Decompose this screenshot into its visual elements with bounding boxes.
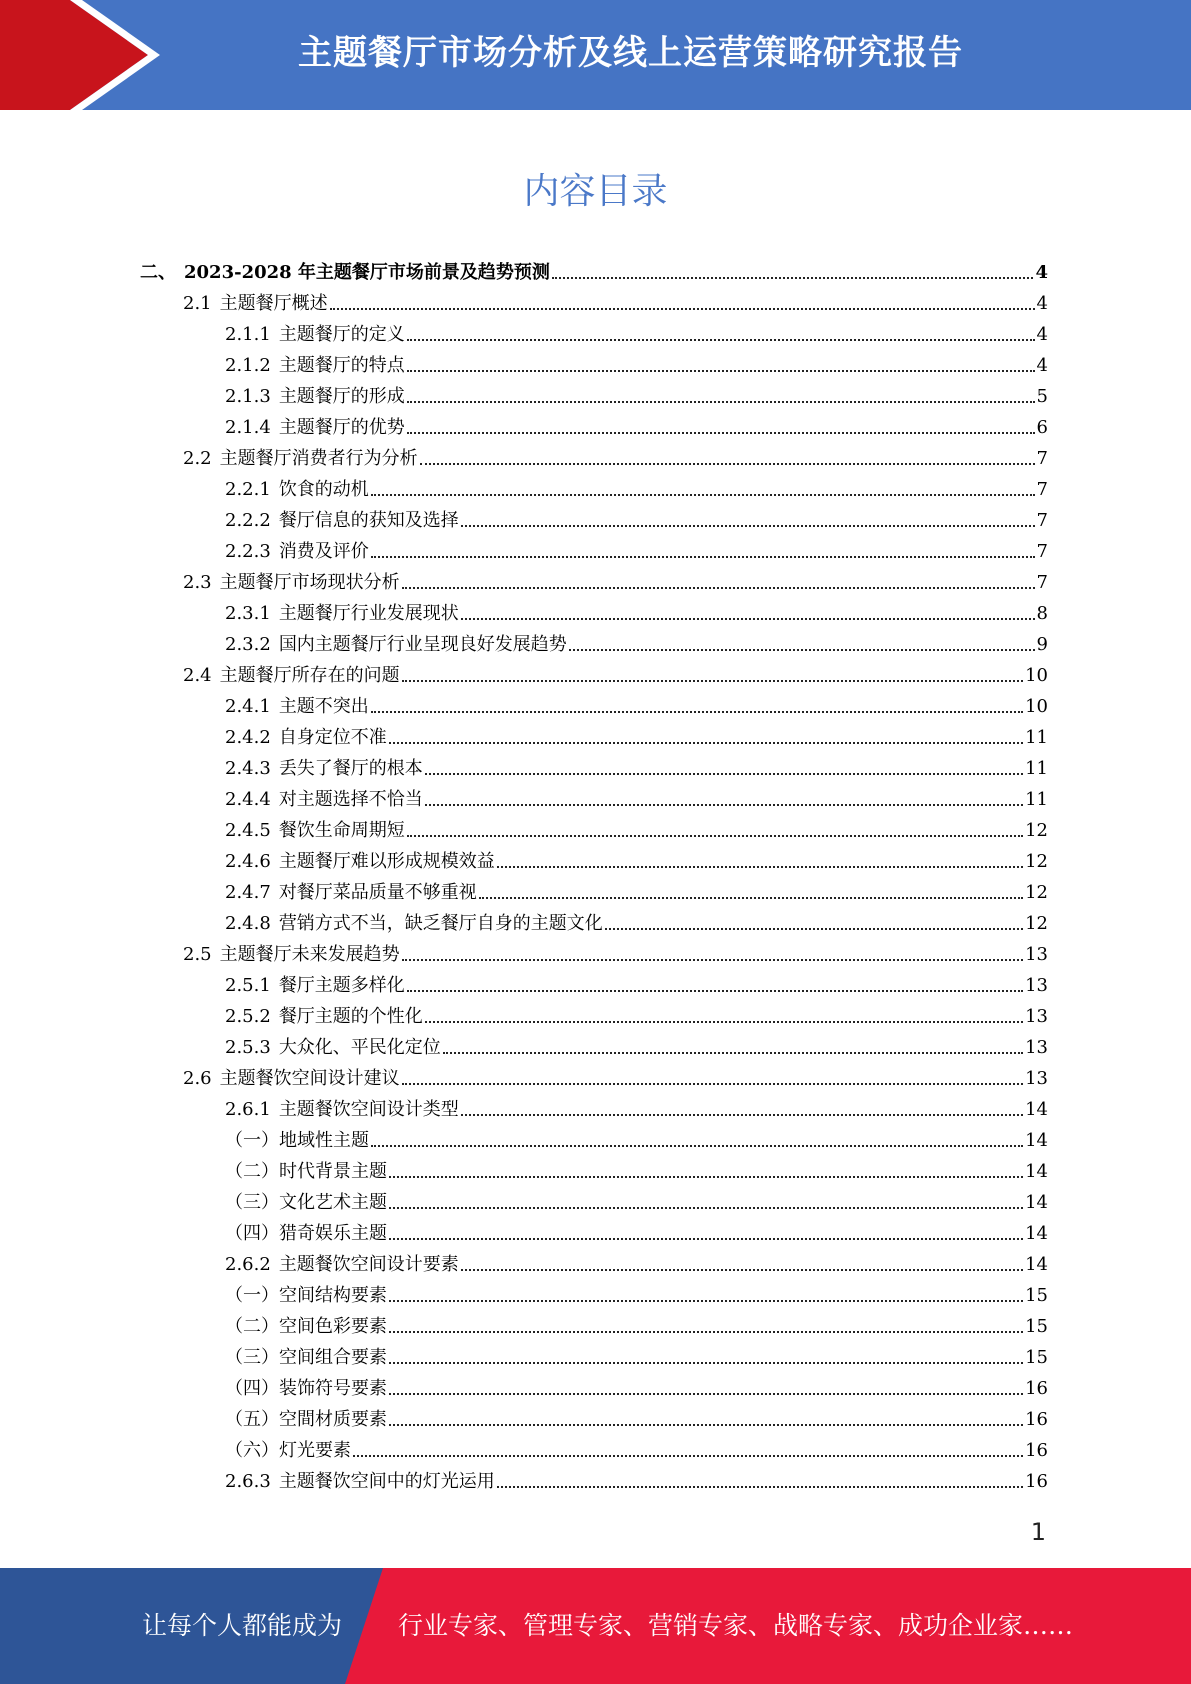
toc-dot-leader bbox=[461, 1113, 1023, 1116]
toc-dot-leader bbox=[353, 1454, 1023, 1457]
toc-entry[interactable] bbox=[225, 749, 1048, 780]
toc-entry-number: 2.5.3 bbox=[225, 1037, 271, 1058]
toc-entry-title: 餐厅信息的获知及选择 bbox=[278, 510, 459, 531]
toc-entry-title: 主题餐厅概述 bbox=[219, 293, 328, 314]
toc-entry-number: 2.1.2 bbox=[225, 355, 271, 376]
toc-entry-number: 2.1 bbox=[183, 293, 212, 314]
toc-entry-number: 2.3 bbox=[183, 572, 212, 593]
toc-entry[interactable] bbox=[225, 1090, 1048, 1121]
toc-entry-title: 主题餐厅行业发展现状 bbox=[278, 603, 459, 624]
toc-entry-number: 2.2.3 bbox=[225, 541, 271, 562]
toc-entry[interactable] bbox=[225, 1121, 1048, 1152]
toc-entry-title: （三）文化艺术主题 bbox=[225, 1192, 387, 1213]
toc-entry-title: 主题不突出 bbox=[278, 696, 369, 717]
toc-entry-page: 15 bbox=[1025, 1316, 1048, 1337]
toc-dot-leader bbox=[420, 462, 1035, 465]
toc-dot-leader bbox=[407, 400, 1035, 403]
toc-entry[interactable] bbox=[225, 377, 1048, 408]
toc-entry-number: 2.1.1 bbox=[225, 324, 271, 345]
toc-entry-page: 14 bbox=[1025, 1130, 1048, 1151]
toc-entry-title: 主题餐饮空间设计建议 bbox=[219, 1068, 400, 1089]
toc-entry[interactable] bbox=[225, 501, 1048, 532]
footer-slogan-right: 行业专家、管理专家、营销专家、战略专家、成功企业家…… bbox=[398, 1611, 1074, 1640]
toc-dot-leader bbox=[407, 834, 1023, 837]
toc-entry-title: 主题餐厅未来发展趋势 bbox=[219, 944, 400, 965]
toc-dot-leader bbox=[569, 648, 1035, 651]
toc-dot-leader bbox=[389, 741, 1023, 744]
toc-dot-leader bbox=[330, 307, 1035, 310]
toc-entry-page: 4 bbox=[1036, 355, 1048, 376]
toc-entry-number: 2.1.4 bbox=[225, 417, 271, 438]
toc-entry[interactable] bbox=[225, 1307, 1048, 1338]
toc-entry[interactable] bbox=[225, 315, 1048, 346]
toc-entry-page: 16 bbox=[1025, 1409, 1048, 1430]
toc-entry-page: 11 bbox=[1025, 727, 1048, 748]
toc-entry[interactable] bbox=[225, 687, 1048, 718]
toc-entry-page: 13 bbox=[1025, 975, 1048, 996]
toc-entry-title: 主题餐厅市场现状分析 bbox=[219, 572, 400, 593]
toc-entry-page: 13 bbox=[1025, 1006, 1048, 1027]
toc-entry-title: （一）空间结构要素 bbox=[225, 1285, 387, 1306]
toc-entry-title: 主题餐厅所存在的问题 bbox=[219, 665, 400, 686]
toc-entry-title: 消费及评价 bbox=[278, 541, 369, 562]
toc-entry-page: 14 bbox=[1025, 1099, 1048, 1120]
toc-dot-leader bbox=[425, 772, 1023, 775]
toc-entry-number: 2.2.2 bbox=[225, 510, 271, 531]
toc-dot-leader bbox=[389, 1299, 1023, 1302]
toc-entry[interactable] bbox=[225, 1338, 1048, 1369]
toc-entry-page: 12 bbox=[1025, 913, 1048, 934]
toc-entry[interactable] bbox=[225, 1214, 1048, 1245]
toc-entry-number: 2.5.1 bbox=[225, 975, 271, 996]
toc-entry[interactable] bbox=[183, 1059, 1048, 1090]
toc-dot-leader bbox=[479, 896, 1023, 899]
toc-entry-number: 2.6.1 bbox=[225, 1099, 271, 1120]
toc-entry-number: 2.4.4 bbox=[225, 789, 271, 810]
toc-entry[interactable] bbox=[225, 625, 1048, 656]
toc-dot-leader bbox=[461, 524, 1035, 527]
toc-entry[interactable] bbox=[225, 904, 1048, 935]
toc-entry-title: 营销方式不当，缺乏餐厅自身的主题文化 bbox=[278, 913, 603, 934]
toc-entry-title: 餐厅主题多样化 bbox=[278, 975, 405, 996]
toc-entry[interactable] bbox=[225, 1369, 1048, 1400]
toc-entry[interactable] bbox=[225, 780, 1048, 811]
toc-entry-page: 7 bbox=[1036, 541, 1048, 562]
toc-entry-title: 餐饮生命周期短 bbox=[278, 820, 405, 841]
toc-dot-leader bbox=[425, 1020, 1023, 1023]
footer-slogan-left: 让每个人都能成为 bbox=[142, 1611, 343, 1640]
toc-entry[interactable] bbox=[225, 470, 1048, 501]
toc-entry[interactable] bbox=[183, 284, 1048, 315]
toc-entry[interactable] bbox=[225, 966, 1048, 997]
toc-entry-number: 2.5 bbox=[183, 944, 212, 965]
toc-entry-page: 4 bbox=[1035, 262, 1048, 283]
toc-entry-title: （一）地域性主题 bbox=[225, 1130, 369, 1151]
toc-entry-title: （四）猎奇娱乐主题 bbox=[225, 1223, 387, 1244]
page-number: 1 bbox=[1030, 1518, 1046, 1546]
toc-entry-page: 7 bbox=[1036, 510, 1048, 531]
toc-entry[interactable] bbox=[225, 594, 1048, 625]
toc-entry-number: 二、 bbox=[140, 262, 176, 283]
toc-entry-title: （六）灯光要素 bbox=[225, 1440, 351, 1461]
toc-dot-leader bbox=[389, 1206, 1023, 1209]
toc-entry-title: 对主题选择不恰当 bbox=[278, 789, 423, 810]
toc-entry-page: 9 bbox=[1036, 634, 1048, 655]
toc-entry-number: 2.6 bbox=[183, 1068, 212, 1089]
toc-entry[interactable] bbox=[225, 997, 1048, 1028]
toc-entry-page: 16 bbox=[1025, 1440, 1048, 1461]
toc-entry-page: 15 bbox=[1025, 1347, 1048, 1368]
toc-entry-number: 2.5.2 bbox=[225, 1006, 271, 1027]
toc-entry-page: 7 bbox=[1036, 448, 1048, 469]
toc-dot-leader bbox=[371, 493, 1035, 496]
toc-entry[interactable] bbox=[140, 253, 1048, 284]
toc-entry-page: 15 bbox=[1025, 1285, 1048, 1306]
toc-entry-number: 2.4.3 bbox=[225, 758, 271, 779]
toc-entry-number: 2.2 bbox=[183, 448, 212, 469]
toc-entry[interactable] bbox=[225, 532, 1048, 563]
toc-dot-leader bbox=[389, 1330, 1023, 1333]
toc-dot-leader bbox=[407, 989, 1023, 992]
toc-dot-leader bbox=[371, 710, 1023, 713]
toc-entry-title: （二）空间色彩要素 bbox=[225, 1316, 387, 1337]
toc-entry-number: 2.4.2 bbox=[225, 727, 271, 748]
toc-entry-page: 8 bbox=[1036, 603, 1048, 624]
toc-entry-title: （二）时代背景主题 bbox=[225, 1161, 387, 1182]
toc-entry-page: 4 bbox=[1036, 324, 1048, 345]
toc-entry-number: 2.4.1 bbox=[225, 696, 271, 717]
toc-dot-leader bbox=[402, 679, 1023, 682]
toc-dot-leader bbox=[407, 431, 1035, 434]
toc-entry-page: 4 bbox=[1036, 293, 1048, 314]
toc-entry-number: 2.6.2 bbox=[225, 1254, 271, 1275]
toc-entry-page: 11 bbox=[1025, 789, 1048, 810]
toc-entry-title: 主题餐厅消费者行为分析 bbox=[219, 448, 418, 469]
toc-entry-page: 14 bbox=[1025, 1161, 1048, 1182]
toc-entry-page: 7 bbox=[1036, 572, 1048, 593]
toc-entry[interactable] bbox=[225, 1245, 1048, 1276]
toc-entry-page: 10 bbox=[1025, 696, 1048, 717]
toc-entry-page: 10 bbox=[1025, 665, 1048, 686]
toc-dot-leader bbox=[443, 1051, 1023, 1054]
toc-entry[interactable] bbox=[225, 1276, 1048, 1307]
toc-entry-number: 2.6.3 bbox=[225, 1471, 271, 1492]
toc-entry-title: 饮食的动机 bbox=[278, 479, 369, 500]
toc-dot-leader bbox=[389, 1237, 1023, 1240]
toc-entry[interactable] bbox=[183, 439, 1048, 470]
toc-dot-leader bbox=[402, 958, 1023, 961]
toc-entry-number: 2.4 bbox=[183, 665, 212, 686]
toc-dot-leader bbox=[389, 1361, 1023, 1364]
toc-entry[interactable] bbox=[225, 1431, 1048, 1462]
report-title: 主题餐厅市场分析及线上运营策略研究报告 bbox=[298, 33, 963, 73]
toc-entry-page: 12 bbox=[1025, 882, 1048, 903]
toc-dot-leader bbox=[389, 1392, 1023, 1395]
toc-entry-title: （四）装饰符号要素 bbox=[225, 1378, 387, 1399]
toc-entry-page: 12 bbox=[1025, 851, 1048, 872]
toc-entry-title: 主题餐厅的定义 bbox=[278, 324, 405, 345]
toc-entry-page: 16 bbox=[1025, 1471, 1048, 1492]
toc-entry[interactable] bbox=[183, 656, 1048, 687]
toc-entry-page: 7 bbox=[1036, 479, 1048, 500]
toc-entry-page: 12 bbox=[1025, 820, 1048, 841]
toc-entry-number: 2.4.8 bbox=[225, 913, 271, 934]
toc-entry[interactable] bbox=[225, 408, 1048, 439]
toc-entry-number: 2.3.2 bbox=[225, 634, 271, 655]
toc-entry-page: 5 bbox=[1036, 386, 1048, 407]
toc-entry-title: 主题餐厅的特点 bbox=[278, 355, 405, 376]
toc-entry-page: 6 bbox=[1036, 417, 1048, 438]
toc-entry-title: 主题餐厅的形成 bbox=[278, 386, 405, 407]
toc-dot-leader bbox=[461, 1268, 1023, 1271]
toc-entry-page: 13 bbox=[1025, 944, 1048, 965]
toc-entry[interactable] bbox=[225, 1400, 1048, 1431]
toc-entry-title: 主题餐饮空间设计类型 bbox=[278, 1099, 459, 1120]
toc-entry-title: 丢失了餐厅的根本 bbox=[278, 758, 423, 779]
toc-dot-leader bbox=[371, 1144, 1023, 1147]
toc-dot-leader bbox=[407, 369, 1035, 372]
toc-entry[interactable] bbox=[225, 1152, 1048, 1183]
toc-dot-leader bbox=[389, 1423, 1023, 1426]
toc-dot-leader bbox=[389, 1175, 1023, 1178]
toc-dot-leader bbox=[402, 586, 1035, 589]
toc-dot-leader bbox=[425, 803, 1023, 806]
toc-entry-title: （五）空間材质要素 bbox=[225, 1409, 387, 1430]
header-banner bbox=[0, 0, 1191, 110]
toc-entry-page: 16 bbox=[1025, 1378, 1048, 1399]
toc-entry[interactable] bbox=[183, 563, 1048, 594]
toc-entry-page: 14 bbox=[1025, 1254, 1048, 1275]
toc-entry[interactable] bbox=[225, 1462, 1048, 1493]
toc-entry-title: 2023-2028 年主题餐厅市场前景及趋势预测 bbox=[184, 262, 550, 283]
toc-entry-title: 主题餐厅的优势 bbox=[278, 417, 405, 438]
toc-entry-title: 主题餐饮空间中的灯光运用 bbox=[278, 1471, 495, 1492]
toc-dot-leader bbox=[552, 276, 1034, 279]
toc-dot-leader bbox=[497, 1485, 1023, 1488]
toc-entry[interactable] bbox=[225, 1028, 1048, 1059]
toc-entry-title: 主题餐厅难以形成规模效益 bbox=[278, 851, 495, 872]
toc-dot-leader bbox=[605, 927, 1023, 930]
toc-entry-number: 2.4.6 bbox=[225, 851, 271, 872]
toc-entry-page: 14 bbox=[1025, 1223, 1048, 1244]
toc-entry[interactable] bbox=[225, 873, 1048, 904]
toc-entry-title: 餐厅主题的个性化 bbox=[278, 1006, 423, 1027]
toc-dot-leader bbox=[371, 555, 1035, 558]
toc-entry-title: 自身定位不准 bbox=[278, 727, 387, 748]
toc-dot-leader bbox=[407, 338, 1035, 341]
toc-heading: 内容目录 bbox=[523, 171, 668, 212]
toc-entry-title: （三）空间组合要素 bbox=[225, 1347, 387, 1368]
toc-entry[interactable] bbox=[183, 935, 1048, 966]
toc-dot-leader bbox=[497, 865, 1023, 868]
toc-entry[interactable] bbox=[225, 718, 1048, 749]
toc-entry-number: 2.4.5 bbox=[225, 820, 271, 841]
toc-entry-number: 2.3.1 bbox=[225, 603, 271, 624]
toc-entry-page: 14 bbox=[1025, 1192, 1048, 1213]
toc-entry-number: 2.2.1 bbox=[225, 479, 271, 500]
footer-banner bbox=[0, 1568, 1191, 1684]
toc-entry-title: 主题餐饮空间设计要素 bbox=[278, 1254, 459, 1275]
toc-dot-leader bbox=[402, 1082, 1023, 1085]
toc-dot-leader bbox=[461, 617, 1035, 620]
toc-entry[interactable] bbox=[225, 346, 1048, 377]
toc-entry[interactable] bbox=[225, 1183, 1048, 1214]
toc-entry-title: 对餐厅菜品质量不够重视 bbox=[278, 882, 477, 903]
toc-entry-page: 13 bbox=[1025, 1037, 1048, 1058]
toc-entry[interactable] bbox=[225, 811, 1048, 842]
toc-entry-title: 大众化、平民化定位 bbox=[278, 1037, 441, 1058]
toc-entry-number: 2.1.3 bbox=[225, 386, 271, 407]
toc-entry[interactable] bbox=[225, 842, 1048, 873]
toc-entry-title: 国内主题餐厅行业呈现良好发展趋势 bbox=[278, 634, 567, 655]
toc-entry-page: 11 bbox=[1025, 758, 1048, 779]
toc-entry-page: 13 bbox=[1025, 1068, 1048, 1089]
toc-entry-number: 2.4.7 bbox=[225, 882, 271, 903]
